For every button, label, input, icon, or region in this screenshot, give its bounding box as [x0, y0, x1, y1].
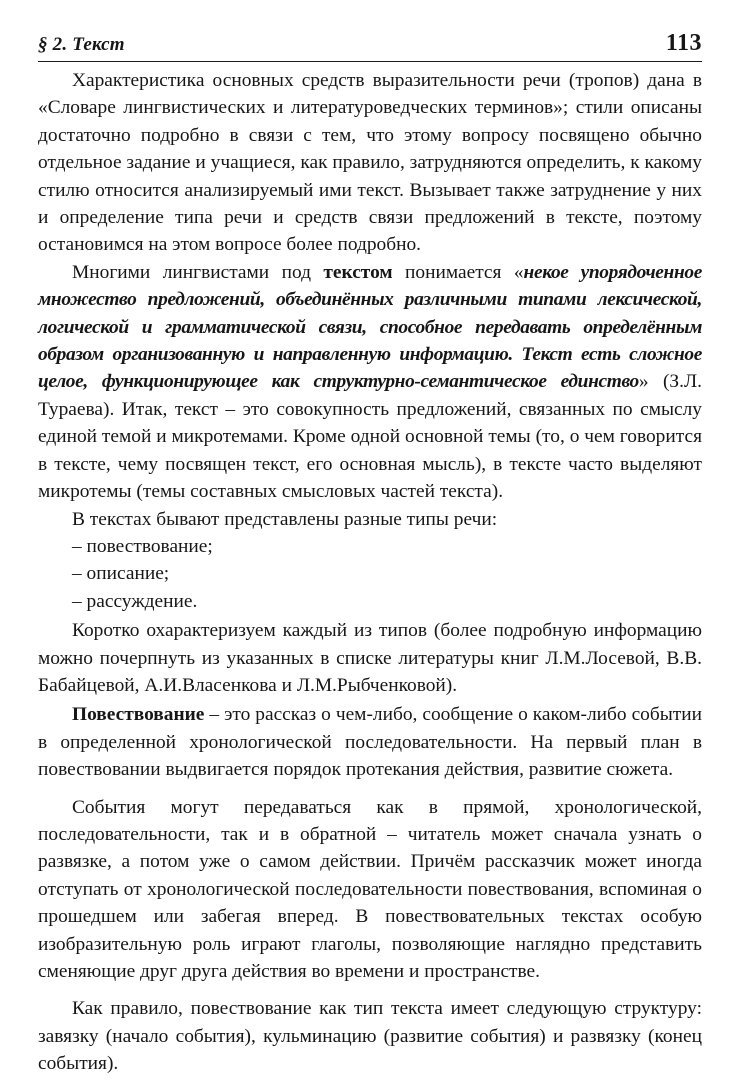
term-text: текстом [323, 261, 393, 283]
paragraph-1: Характеристика основных средств выразительности речи (тропов) дана в «Словаре лингвистических и литературоведческих терминов»; стили описаны достаточно подробно в связи с тем, что этому вопросу посвящено обычно отдельное задание и учащиеся, как правило, затрудняются определить, к какому стилю относится анализируемый ими текст. Вызывает также затруднение у них и определение типа речи и средств связи предложений в тексте, поэтому остановимся на этом вопросе более подробно. [38, 70, 702, 256]
header-rule [38, 61, 702, 62]
text-definition-quote: некое упорядоченное множество предложений, объединённых различными типами лексической, логической и грамматической связи, способное передавать определённым образом организованную и направленную информацию. Текст есть сложное целое, функционирующее как структурно-семантическое единство [38, 261, 702, 393]
paragraph-4: Коротко охарактеризуем каждый из типов (более подробную информацию можно почерпнуть из указанных в списке литературы книг Л.М.Лосевой, В.В. Бабайцевой, А.И.Власенкова и Л.М.Рыбченковой). [38, 620, 702, 696]
list-item-reasoning: – рассуждение. [72, 590, 198, 612]
paragraph-7: Как правило, повествование как тип текста имеет следующую структуру: завязку (начало события), кульминацию (развитие события) и развязку (конец события). [38, 998, 702, 1075]
body-text [38, 67, 702, 1078]
paragraph-5 [38, 701, 702, 783]
list-item-narration: – повествование; [72, 535, 213, 557]
section-title: § 2. Текст [38, 34, 125, 55]
paragraph-2-rest: » (З.Л. Тураева). Итак, текст – это совокупность предложений, связанных по смыслу единой темой и микротемами. Кроме одной основной темы (то, о чем говорится в тексте, чему посвящен текст, его основная мысль), в тексте часто выделяют микротемы (темы составных смысловых частей текста). [38, 371, 702, 503]
paragraph-6: События могут передаваться как в прямой, хронологической, последовательности, так и в обратной – читатель может сначала узнать о развязке, а потом уже о самом действии. Причём рассказчик может иногда отступать от хронологической последовательности повествования, вспоминая о прошедшем или забегая вперед. В повествовательных текстах особую изобразительную роль играют глаголы, позволяющие наглядно представить сменяющие друг друга действия во времени и пространстве. [38, 796, 702, 982]
paragraph-2-intro: Многими лингвистами под [72, 261, 324, 283]
running-head [38, 30, 702, 60]
page-number: 113 [665, 30, 702, 56]
paragraph-5-rest: – это рассказ о чем-либо, сообщение о каком-либо событии в определенной хронологической последовательности. На первый план в повествовании выдвигается порядок протекания действия, развитие сюжета. [38, 704, 702, 781]
term-narration: Повествование [72, 704, 205, 726]
paragraph-2 [38, 259, 702, 506]
list-item-description: – описание; [72, 563, 170, 585]
paragraph-2-mid: понимается « [392, 261, 524, 283]
paragraph-3: В текстах бывают представлены разные типы речи: [72, 508, 498, 530]
